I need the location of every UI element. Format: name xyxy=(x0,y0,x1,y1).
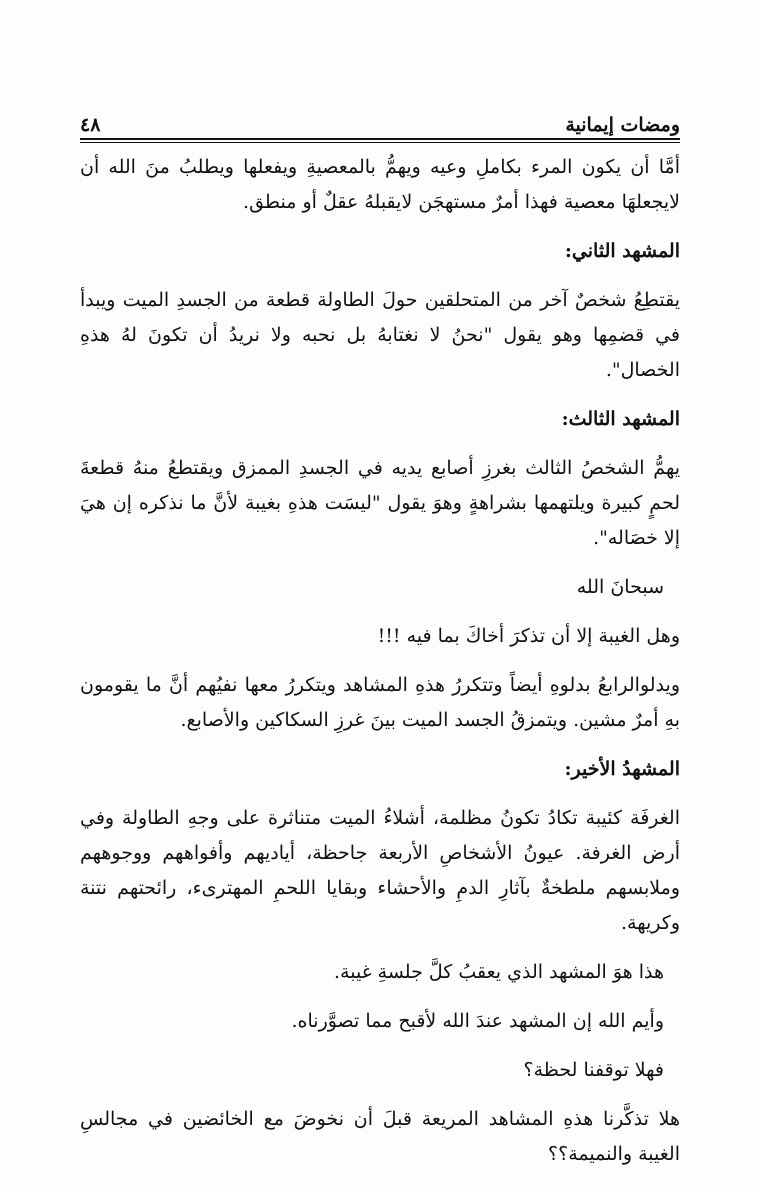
page-body xyxy=(80,150,680,1172)
scene-heading: المشهد الثاني: xyxy=(564,240,680,262)
paragraph: الغرفَة كئيبة تكادُ تكونُ مظلمة، أشلاءُ الميت متناثرة على وجهِ الطاولة وفي أرض الغرفة. عيونُ الأشخاصِ الأربعة جاحظة، أياديهم وأفواههم ووجوههم وملابسهم ملطخةٌ بآثارِ الدمِ والأحشاء وبقايا اللحمِ المهترىء، رائحتهم نتنة وكريهة. xyxy=(80,807,680,934)
paragraph: أمَّا أن يكون المرء بكاملِ وعيه ويهمُّ بالمعصيةِ ويفعلها ويطلبُ منَ الله أن لايجعلهَا معصية فهذا أمرٌ مستهجَن لايقبلهُ عقلٌ أو منطق. xyxy=(80,156,680,213)
paragraph: يقتطِعُ شخصٌ آخر من المتحلقين حولَ الطاولة قطعة من الجسدِ الميت ويبدأ في قضمِها وهو يقول "نحنُ لا نغتابهُ بل نحبه ولا نريدُ أن تكونَ لهُ هذهِ الخصال". xyxy=(80,289,680,381)
paragraph: فهلا توقفنا لحظة؟ xyxy=(523,1059,664,1081)
scene-heading: المشهد الثالث: xyxy=(561,408,680,430)
paragraph: وأيم الله إن المشهد عندَ الله لأقبح مما تصوَّرناه. xyxy=(291,1010,664,1032)
header-rule-thin xyxy=(80,142,680,143)
paragraph: يهمُّ الشخصُ الثالث بغرزِ أصابع يديه في الجسدِ الممزق ويقتطعُ منهُ قطعةَ لحمٍ كبيرة ويلتهمها بشراهةٍ وهوَ يقول "ليسَت هذهِ بغيبة لأنَّ ما نذكره إن هيَ إلا خصَاله". xyxy=(80,457,680,549)
scene-heading: المشهدُ الأخير: xyxy=(564,758,680,780)
page-header xyxy=(80,106,680,136)
page-number: ٤٨ xyxy=(80,114,101,136)
paragraph: سبحانَ الله xyxy=(576,576,664,598)
paragraph: ويدلوالرابعُ بدلوهِ أيضاً وتتكررُ هذهِ المشاهد ويتكررُ معها نفيُهم أنَّ ما يقومون بهِ أمرٌ مشين. ويتمزقُ الجسد الميت بينَ غرزِ السكاكين والأصابع. xyxy=(80,674,680,731)
running-title: ومضات إيمانية xyxy=(565,114,680,136)
paragraph: هذا هوَ المشهد الذي يعقبُ كلَّ جلسةِ غيبة. xyxy=(334,961,664,983)
paragraph: هلا تذكَّرنا هذهِ المشاهد المريعة قبلَ أن نخوضَ مع الخائضين في مجالسِ الغيبة والنميمة؟؟ xyxy=(80,1108,680,1165)
header-rule-thick xyxy=(80,138,680,140)
paragraph: وهل الغيبة إلا أن تذكرَ أخاكَ بما فيه !!! xyxy=(377,625,680,647)
